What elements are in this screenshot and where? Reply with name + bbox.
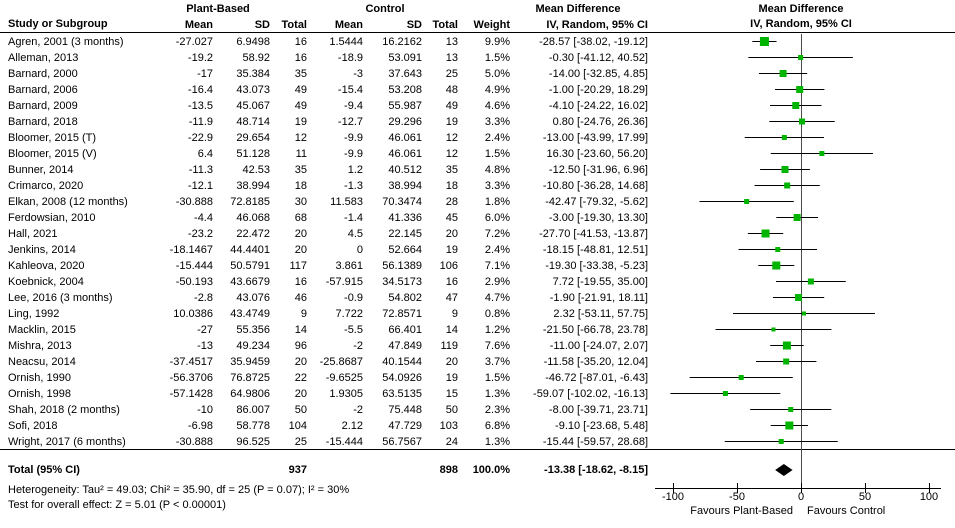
study-c_sd: 53.091 (388, 52, 422, 64)
study-pb_mean: -11.9 (188, 116, 213, 128)
study-label: Elkan, 2008 (12 months) (8, 196, 128, 208)
column-header-weight: Weight (473, 19, 510, 31)
study-weight: 2.4% (484, 244, 510, 256)
study-pb_mean: -27.027 (175, 36, 213, 48)
study-weight: 1.5% (484, 148, 510, 160)
study-weight: 3.3% (484, 180, 510, 192)
study-pb_sd: 43.076 (236, 292, 270, 304)
study-pb_n: 68 (294, 212, 307, 224)
study-weight: 2.9% (484, 276, 510, 288)
study-ci: -28.57 [-38.02, -19.12] (539, 36, 648, 48)
study-c_n: 106 (439, 260, 458, 272)
study-c_n: 18 (445, 180, 458, 192)
study-pb_sd: 29.654 (236, 132, 270, 144)
study-pb_mean: -23.2 (187, 228, 213, 240)
heterogeneity-stats: Heterogeneity: Tau² = 49.03; Chi² = 35.90, df = 25 (P = 0.07); I² = 30% (8, 484, 350, 496)
study-pb_sd: 38.994 (236, 180, 270, 192)
study-c_n: 13 (445, 36, 458, 48)
study-c_mean: 1.9305 (329, 388, 363, 400)
favours-right-label: Favours Control (807, 505, 886, 517)
study-ci: -4.10 [-24.22, 16.02] (548, 100, 648, 112)
study-ci: -8.00 [-39.71, 23.71] (548, 404, 648, 416)
study-row (0, 418, 955, 434)
study-label: Bloomer, 2015 (T) (8, 132, 97, 144)
study-c_mean: -1.4 (344, 212, 363, 224)
column-header-c-mean: Mean (334, 19, 363, 31)
study-pb_sd: 64.9806 (230, 388, 270, 400)
study-label: Barnard, 2009 (8, 100, 78, 112)
study-c_sd: 75.448 (388, 404, 422, 416)
group-header-plant-based: Plant-Based (186, 3, 250, 15)
study-row (0, 338, 955, 354)
study-row (0, 402, 955, 418)
study-ci: -12.50 [-31.96, 6.96] (548, 164, 648, 176)
study-pb_sd: 58.92 (242, 52, 270, 64)
study-ci: -14.00 [-32.85, 4.85] (548, 68, 648, 80)
study-c_sd: 22.145 (388, 228, 422, 240)
study-weight: 6.0% (484, 212, 510, 224)
study-weight: 1.3% (484, 436, 510, 448)
study-c_n: 35 (445, 164, 458, 176)
column-header-c-sd: SD (406, 19, 422, 31)
study-c_mean: -57.915 (325, 276, 363, 288)
study-weight: 1.2% (484, 324, 510, 336)
study-pb_mean: -15.444 (175, 260, 213, 272)
study-pb_sd: 50.5791 (230, 260, 270, 272)
study-label: Barnard, 2000 (8, 68, 78, 80)
study-row (0, 50, 955, 66)
study-row (0, 306, 955, 322)
study-pb_n: 12 (294, 132, 307, 144)
study-weight: 1.5% (484, 52, 510, 64)
study-pb_sd: 72.8185 (230, 196, 270, 208)
total-divider (0, 449, 955, 450)
study-c_mean: 11.583 (330, 196, 363, 208)
study-row (0, 322, 955, 338)
study-pb_mean: -50.193 (175, 276, 213, 288)
study-ci: -1.90 [-21.91, 18.11] (549, 292, 648, 304)
axis-tick-label: -100 (661, 491, 685, 503)
study-row (0, 130, 955, 146)
study-pb_n: 50 (294, 404, 307, 416)
md-column-header-line1: Mean Difference (535, 3, 621, 15)
study-c_sd: 56.1389 (382, 260, 422, 272)
study-ci: -1.00 [-20.29, 18.29] (548, 84, 648, 96)
study-ci: -0.30 [-41.12, 40.52] (548, 52, 648, 64)
study-row (0, 82, 955, 98)
study-weight: 2.4% (484, 132, 510, 144)
study-pb_n: 20 (294, 244, 307, 256)
study-pb_mean: -13 (197, 340, 213, 352)
study-c_sd: 37.643 (388, 68, 422, 80)
study-pb_mean: -57.1428 (169, 388, 213, 400)
study-pb_n: 16 (294, 276, 307, 288)
study-c_n: 12 (445, 132, 458, 144)
study-ci: 2.32 [-53.11, 57.75] (553, 308, 648, 320)
study-weight: 0.8% (484, 308, 510, 320)
study-pb_n: 35 (294, 68, 307, 80)
study-pb_n: 16 (294, 36, 307, 48)
overall-effect-stats: Test for overall effect: Z = 5.01 (P < 0.00001) (8, 499, 226, 511)
study-row (0, 66, 955, 82)
study-pb_n: 22 (294, 372, 307, 384)
study-c_sd: 63.5135 (382, 388, 422, 400)
study-label: Ornish, 1990 (8, 372, 71, 384)
study-c_sd: 16.2162 (382, 36, 422, 48)
study-row (0, 226, 955, 242)
study-c_sd: 47.729 (388, 420, 422, 432)
study-pb_sd: 43.4749 (230, 308, 270, 320)
study-weight: 1.8% (484, 196, 510, 208)
study-label: Barnard, 2018 (8, 116, 78, 128)
study-c_mean: 2.12 (341, 420, 363, 432)
study-c_mean: -25.8687 (319, 356, 363, 368)
study-weight: 5.0% (484, 68, 510, 80)
favours-left-label: Favours Plant-Based (690, 505, 793, 517)
study-c_mean: -0.9 (344, 292, 363, 304)
total-ci: -13.38 [-18.62, -8.15] (544, 464, 648, 476)
column-header-c-total: Total (432, 19, 458, 31)
study-c_n: 20 (445, 228, 458, 240)
study-c_sd: 52.664 (388, 244, 422, 256)
study-ci: -13.00 [-43.99, 17.99] (542, 132, 648, 144)
study-pb_mean: -56.3706 (169, 372, 213, 384)
study-pb_sd: 43.6679 (230, 276, 270, 288)
study-weight: 4.7% (484, 292, 510, 304)
study-pb_n: 9 (300, 308, 307, 320)
study-weight: 2.3% (484, 404, 510, 416)
study-row (0, 34, 955, 50)
study-pb_sd: 22.472 (236, 228, 270, 240)
total-pb-n: 937 (288, 464, 307, 476)
study-ci: -59.07 [-102.02, -16.13] (533, 388, 648, 400)
column-header-pb-total: Total (281, 19, 307, 31)
study-row (0, 434, 955, 450)
study-c_mean: -2 (353, 340, 363, 352)
study-pb_mean: -19.2 (187, 52, 213, 64)
study-c_mean: 3.861 (335, 260, 363, 272)
study-c_sd: 38.994 (388, 180, 422, 192)
study-pb_sd: 58.778 (236, 420, 270, 432)
study-pb_n: 49 (294, 100, 307, 112)
study-c_mean: -5.5 (344, 324, 363, 336)
study-pb_mean: -13.5 (187, 100, 213, 112)
axis-tick-label: 100 (919, 491, 939, 503)
study-c_mean: -9.4 (344, 100, 363, 112)
study-c_sd: 47.849 (388, 340, 422, 352)
study-pb_sd: 51.128 (236, 148, 270, 160)
study-pb_sd: 45.067 (236, 100, 270, 112)
study-label: Koebnick, 2004 (8, 276, 84, 288)
study-weight: 3.3% (484, 116, 510, 128)
study-c_sd: 53.208 (388, 84, 422, 96)
study-pb_mean: -6.98 (187, 420, 213, 432)
study-pb_n: 18 (294, 180, 307, 192)
study-label: Barnard, 2006 (8, 84, 78, 96)
study-pb_n: 30 (294, 196, 307, 208)
study-row (0, 114, 955, 130)
study-ci: -9.10 [-23.68, 5.48] (555, 420, 648, 432)
study-c_sd: 40.512 (388, 164, 422, 176)
study-row (0, 242, 955, 258)
study-c_mean: 4.5 (347, 228, 363, 240)
study-c_n: 13 (445, 52, 458, 64)
study-ci: 16.30 [-23.60, 56.20] (546, 148, 648, 160)
study-pb_n: 104 (288, 420, 307, 432)
study-row (0, 258, 955, 274)
study-c_sd: 46.061 (388, 148, 422, 160)
study-c_mean: 0 (356, 244, 363, 256)
study-c_n: 12 (445, 148, 458, 160)
study-ci: -18.15 [-48.81, 12.51] (542, 244, 648, 256)
study-pb_n: 49 (294, 84, 307, 96)
study-c_mean: -18.9 (337, 52, 363, 64)
total-c-n: 898 (439, 464, 458, 476)
study-c_n: 20 (445, 356, 458, 368)
study-label: Jenkins, 2014 (8, 244, 76, 256)
study-weight: 1.5% (484, 372, 510, 384)
study-pb_n: 25 (294, 436, 307, 448)
study-pb_n: 19 (294, 116, 307, 128)
column-header-pb-mean: Mean (184, 19, 213, 31)
study-pb_sd: 6.9498 (236, 36, 270, 48)
study-weight: 4.8% (484, 164, 510, 176)
total-label: Total (95% CI) (8, 464, 80, 476)
study-pb_mean: -22.9 (187, 132, 213, 144)
study-row (0, 194, 955, 210)
study-row (0, 370, 955, 386)
study-c_sd: 55.987 (388, 100, 422, 112)
header-divider (0, 32, 955, 33)
study-label: Ornish, 1998 (8, 388, 71, 400)
study-ci: 0.80 [-24.76, 26.36] (552, 116, 648, 128)
study-ci: -46.72 [-87.01, -6.43] (545, 372, 648, 384)
study-pb_n: 35 (294, 164, 307, 176)
study-weight: 3.7% (484, 356, 510, 368)
axis-tick-label: 50 (858, 491, 872, 503)
study-pb_n: 96 (294, 340, 307, 352)
study-label: Ferdowsian, 2010 (8, 212, 96, 224)
study-pb_sd: 42.53 (242, 164, 270, 176)
study-pb_sd: 46.068 (236, 212, 270, 224)
study-c_n: 9 (451, 308, 458, 320)
study-weight: 9.9% (484, 36, 510, 48)
study-c_n: 49 (445, 100, 458, 112)
study-pb_mean: 10.0386 (173, 308, 213, 320)
study-label: Neacsu, 2014 (8, 356, 76, 368)
md-column-header-line2: IV, Random, 95% CI (546, 19, 648, 31)
study-ci: -11.00 [-24.07, 2.07] (549, 340, 648, 352)
study-ci: -15.44 [-59.57, 28.68] (542, 436, 648, 448)
study-c_mean: -2 (353, 404, 363, 416)
study-pb_n: 117 (289, 260, 307, 272)
study-pb_mean: -18.1467 (169, 244, 213, 256)
study-c_n: 119 (440, 340, 458, 352)
study-label: Crimarco, 2020 (8, 180, 84, 192)
group-header-control: Control (365, 3, 405, 15)
study-weight: 7.2% (484, 228, 510, 240)
study-weight: 7.6% (484, 340, 510, 352)
study-pb_n: 14 (294, 324, 307, 336)
study-c_n: 16 (445, 276, 458, 288)
study-c_mean: -3 (353, 68, 363, 80)
study-label: Macklin, 2015 (8, 324, 76, 336)
study-pb_sd: 48.714 (236, 116, 270, 128)
study-pb_mean: -30.888 (175, 196, 213, 208)
study-ci: -42.47 [-79.32, -5.62] (545, 196, 648, 208)
study-c_n: 48 (445, 84, 458, 96)
study-pb_mean: -37.4517 (169, 356, 213, 368)
study-ci: -19.30 [-33.38, -5.23] (545, 260, 648, 272)
study-weight: 6.8% (484, 420, 510, 432)
study-ci: -27.70 [-41.53, -13.87] (539, 228, 648, 240)
column-header-pb-sd: SD (254, 19, 270, 31)
study-weight: 4.9% (484, 84, 510, 96)
study-ci: -11.58 [-35.20, 12.04] (543, 356, 648, 368)
study-label: Hall, 2021 (8, 228, 58, 240)
study-c_n: 15 (445, 388, 458, 400)
study-c_sd: 56.7567 (382, 436, 422, 448)
study-c_n: 50 (445, 404, 458, 416)
study-pb_n: 46 (294, 292, 307, 304)
study-c_sd: 72.8571 (382, 308, 422, 320)
plot-header-line1: Mean Difference (758, 3, 844, 15)
study-c_n: 19 (445, 116, 458, 128)
study-c_sd: 40.1544 (382, 356, 422, 368)
study-pb_sd: 43.073 (236, 84, 270, 96)
study-c_n: 24 (445, 436, 458, 448)
study-pb_n: 20 (294, 228, 307, 240)
study-ci: 7.72 [-19.55, 35.00] (552, 276, 648, 288)
study-row (0, 290, 955, 306)
study-ci: -3.00 [-19.30, 13.30] (548, 212, 648, 224)
study-c_mean: -15.4 (337, 84, 363, 96)
axis-tick-label: -50 (729, 491, 745, 503)
study-pb_mean: 6.4 (197, 148, 213, 160)
study-row (0, 386, 955, 402)
study-label: Wright, 2017 (6 months) (8, 436, 126, 448)
study-label: Mishra, 2013 (8, 340, 72, 352)
study-c_n: 45 (445, 212, 458, 224)
study-c_sd: 29.296 (388, 116, 422, 128)
study-ci: -10.80 [-36.28, 14.68] (542, 180, 648, 192)
study-row (0, 210, 955, 226)
study-row (0, 98, 955, 114)
study-label: Alleman, 2013 (8, 52, 79, 64)
study-row (0, 146, 955, 162)
study-label: Lee, 2016 (3 months) (8, 292, 113, 304)
total-row (0, 462, 955, 478)
study-label: Ling, 1992 (8, 308, 60, 320)
study-label: Kahleova, 2020 (8, 260, 85, 272)
study-c_sd: 34.5173 (382, 276, 422, 288)
study-pb_mean: -2.8 (194, 292, 213, 304)
study-weight: 4.6% (484, 100, 510, 112)
study-c_n: 19 (445, 244, 458, 256)
study-label: Shah, 2018 (2 months) (8, 404, 120, 416)
study-row (0, 178, 955, 194)
study-c_n: 14 (445, 324, 458, 336)
study-pb_sd: 35.384 (236, 68, 270, 80)
study-pb_sd: 96.525 (236, 436, 270, 448)
study-c_sd: 46.061 (388, 132, 422, 144)
study-row (0, 162, 955, 178)
study-pb_mean: -10 (197, 404, 213, 416)
study-c_mean: 1.5444 (329, 36, 363, 48)
study-label: Agren, 2001 (3 months) (8, 36, 124, 48)
study-c_sd: 66.401 (388, 324, 422, 336)
study-label: Bloomer, 2015 (V) (8, 148, 97, 160)
study-ci: -21.50 [-66.78, 23.78] (542, 324, 648, 336)
study-c_mean: -9.9 (344, 148, 363, 160)
study-c_mean: 1.2 (347, 164, 363, 176)
study-pb_mean: -16.4 (187, 84, 213, 96)
study-row (0, 274, 955, 290)
study-c_sd: 54.802 (388, 292, 422, 304)
study-c_n: 28 (445, 196, 458, 208)
study-c_mean: -1.3 (344, 180, 363, 192)
study-pb_sd: 86.007 (236, 404, 270, 416)
study-c_mean: -12.7 (337, 116, 363, 128)
study-c_mean: -9.6525 (325, 372, 363, 384)
study-pb_mean: -17 (197, 68, 213, 80)
study-c_n: 19 (445, 372, 458, 384)
study-c_sd: 70.3474 (382, 196, 422, 208)
study-label: Sofi, 2018 (8, 420, 58, 432)
column-header-study: Study or Subgroup (8, 18, 108, 30)
study-row (0, 354, 955, 370)
study-pb_mean: -30.888 (175, 436, 213, 448)
study-pb_n: 16 (294, 52, 307, 64)
study-pb_sd: 44.4401 (230, 244, 270, 256)
study-pb_sd: 76.8725 (230, 372, 270, 384)
total-weight: 100.0% (472, 464, 510, 476)
axis-tick-label: 0 (797, 491, 805, 503)
study-pb_sd: 55.356 (236, 324, 270, 336)
study-pb_sd: 35.9459 (230, 356, 270, 368)
study-c_mean: -15.444 (325, 436, 363, 448)
study-c_sd: 41.336 (388, 212, 422, 224)
study-c_n: 25 (445, 68, 458, 80)
study-c_mean: 7.722 (335, 308, 363, 320)
study-label: Bunner, 2014 (8, 164, 74, 176)
study-c_n: 47 (445, 292, 458, 304)
study-weight: 1.3% (484, 388, 510, 400)
study-pb_mean: -12.1 (187, 180, 213, 192)
study-pb_sd: 49.234 (236, 340, 270, 352)
study-c_n: 103 (439, 420, 458, 432)
study-pb_n: 20 (294, 356, 307, 368)
study-pb_mean: -4.4 (194, 212, 213, 224)
study-pb_mean: -27 (197, 324, 213, 336)
study-pb_mean: -11.3 (188, 164, 213, 176)
plot-header-line2: IV, Random, 95% CI (750, 18, 852, 30)
study-c_sd: 54.0926 (382, 372, 422, 384)
study-c_mean: -9.9 (344, 132, 363, 144)
study-pb_n: 11 (295, 148, 307, 160)
study-weight: 7.1% (484, 260, 510, 272)
study-pb_n: 20 (294, 388, 307, 400)
